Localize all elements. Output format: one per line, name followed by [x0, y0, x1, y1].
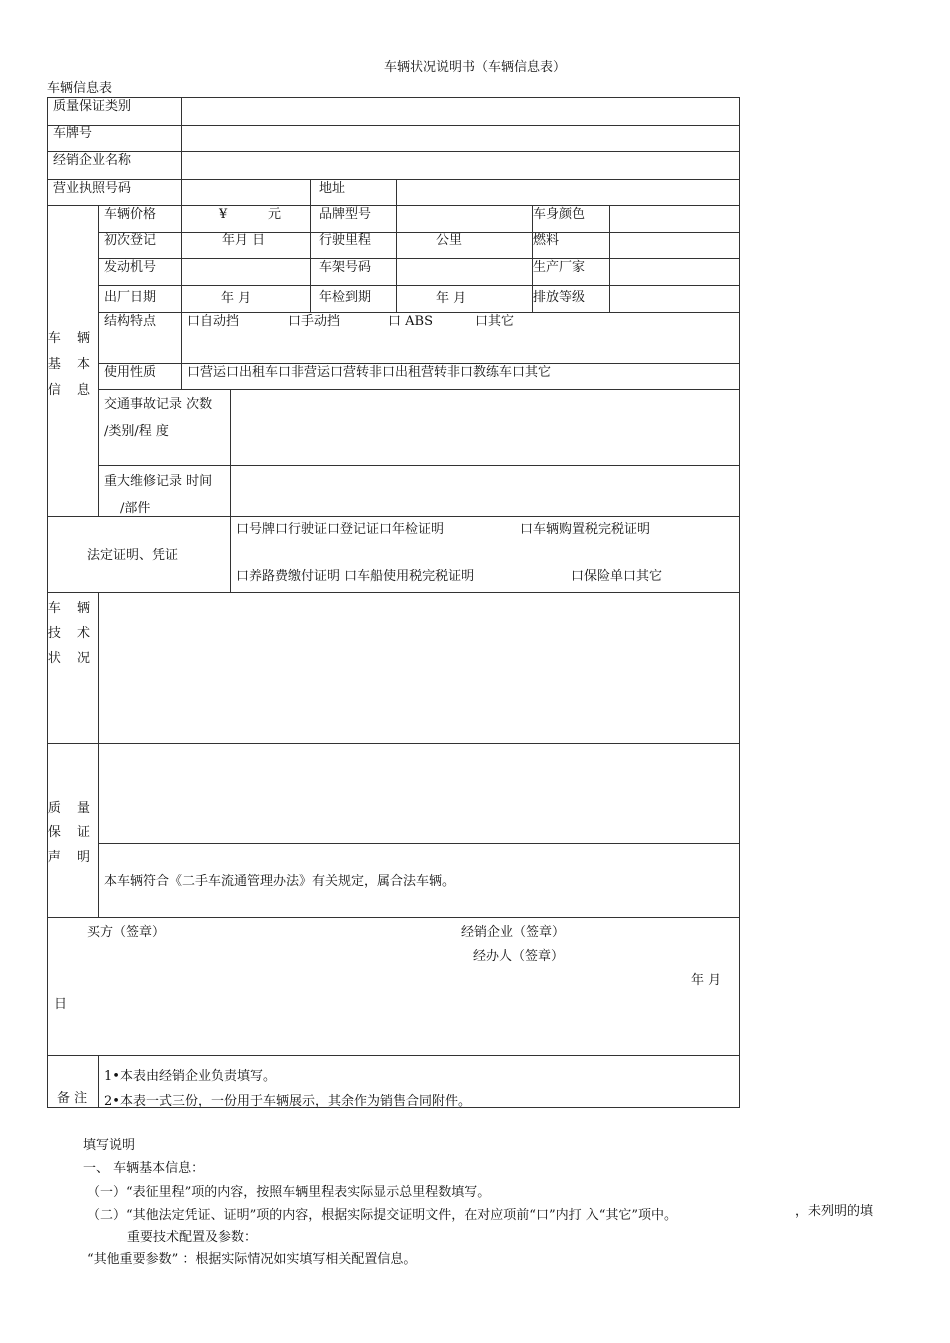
form-caption: 车辆信息表 — [47, 81, 113, 96]
remarks-item-1: 1•本表由经销企业负责填写。 — [104, 1069, 276, 1084]
address-label: 地址 — [319, 181, 346, 196]
basic-section-label-1: 车 辆 — [47, 331, 97, 346]
accident-label-line2: /类别/程 度 — [104, 424, 169, 439]
legal-docs-label: 法定证明、凭证 — [87, 548, 179, 563]
instructions-item-2: （二）“其他法定凭证、证明”项的内容，根据实际提交证明文件，在对应项前“口”内打 入“其它”项中。 — [87, 1208, 678, 1223]
remarks-item-2: 2•本表一式三份，一份用于车辆展示，其余作为销售合同附件。 — [104, 1094, 471, 1109]
color-label: 车身颜色 — [533, 207, 586, 222]
fuel-label: 燃料 — [533, 233, 560, 248]
first-reg-label: 初次登记 — [104, 233, 157, 248]
sign-date-day: 日 — [54, 997, 68, 1012]
maker-label: 生产厂家 — [533, 260, 586, 275]
sign-date-ym: 年 月 — [691, 973, 722, 988]
frame-label: 车架号码 — [319, 260, 372, 275]
legal-docs-line1a: 口号牌口行驶证口登记证口年检证明 — [236, 522, 445, 537]
basic-section-label-2: 基 本 — [47, 357, 97, 372]
legal-docs-line2a: 口养路费缴付证明 口车船使用税完税证明 — [236, 569, 475, 584]
usage-label: 使用性质 — [104, 365, 157, 380]
quality-label-3: 声 明 — [47, 850, 97, 865]
factory-date-value: 年 月 — [221, 291, 252, 306]
repair-label-line1: 重大维修记录 时间 — [104, 474, 213, 489]
tech-label-1: 车 辆 — [47, 601, 97, 616]
quality-label-2: 保 证 — [47, 825, 97, 840]
inspection-value: 年 月 — [436, 291, 467, 306]
quality-label-1: 质 量 — [47, 801, 97, 816]
structure-option-other: 口其它 — [475, 314, 515, 329]
inspection-label: 年检到期 — [319, 290, 372, 305]
instructions-section-1: 一、 车辆基本信息： — [83, 1161, 205, 1176]
structure-option-abs: 口 ABS — [388, 314, 433, 329]
repair-label-line2: /部件 — [120, 501, 151, 516]
usage-options: 口营运口出租车口非营运口营转非口出租营转非口教练车口其它 — [187, 365, 552, 380]
structure-option-auto: 口自动挡 — [187, 314, 240, 329]
license-label: 营业执照号码 — [53, 181, 132, 196]
instructions-item-2-cont: 重要技术配置及参数： — [127, 1230, 258, 1245]
dealer-signature-label: 经销企业（签章） — [461, 925, 566, 940]
price-unit: 元 — [268, 207, 282, 222]
basic-section-label-3: 信 息 — [47, 383, 97, 398]
structure-label: 结构特点 — [104, 314, 157, 329]
engine-label: 发动机号 — [104, 260, 157, 275]
quality-type-label: 质量保证类别 — [53, 99, 132, 114]
accident-label-line1: 交通事故记录 次数 — [104, 397, 213, 412]
first-reg-value: 年月 日 — [222, 233, 266, 248]
mileage-unit: 公里 — [436, 233, 463, 248]
document-title: 车辆状况说明书（车辆信息表） — [383, 60, 566, 75]
instructions-item-1: （一）“表征里程”项的内容，按照车辆里程表实际显示总里程数填写。 — [87, 1185, 491, 1200]
tech-label-2: 技 术 — [47, 626, 97, 641]
remarks-label: 备 注 — [57, 1091, 88, 1106]
quality-statement: 本车辆符合《二手车流通管理办法》有关规定，属合法车辆。 — [104, 874, 456, 889]
factory-date-label: 出厂日期 — [104, 290, 157, 305]
brand-label: 品牌型号 — [319, 207, 372, 222]
structure-option-manual: 口手动挡 — [288, 314, 341, 329]
instructions-item-2-tail: ，未列明的填 — [795, 1204, 874, 1219]
emission-label: 排放等级 — [533, 290, 586, 305]
tech-label-3: 状 况 — [47, 651, 97, 666]
instructions-item-3: “其他重要参数” ：根据实际情况如实填写相关配置信息。 — [87, 1252, 417, 1267]
price-yen: ¥ — [219, 207, 228, 222]
dealer-name-label: 经销企业名称 — [53, 153, 132, 168]
mileage-label: 行驶里程 — [319, 233, 372, 248]
legal-docs-line1b: 口车辆购置税完税证明 — [520, 522, 651, 537]
price-label: 车辆价格 — [104, 207, 157, 222]
legal-docs-line2b: 口保险单口其它 — [571, 569, 663, 584]
buyer-signature-label: 买方（签章） — [87, 925, 166, 940]
agent-signature-label: 经办人（签章） — [473, 949, 565, 964]
plate-label: 车牌号 — [53, 126, 93, 141]
instructions-heading: 填写说明 — [83, 1138, 136, 1153]
